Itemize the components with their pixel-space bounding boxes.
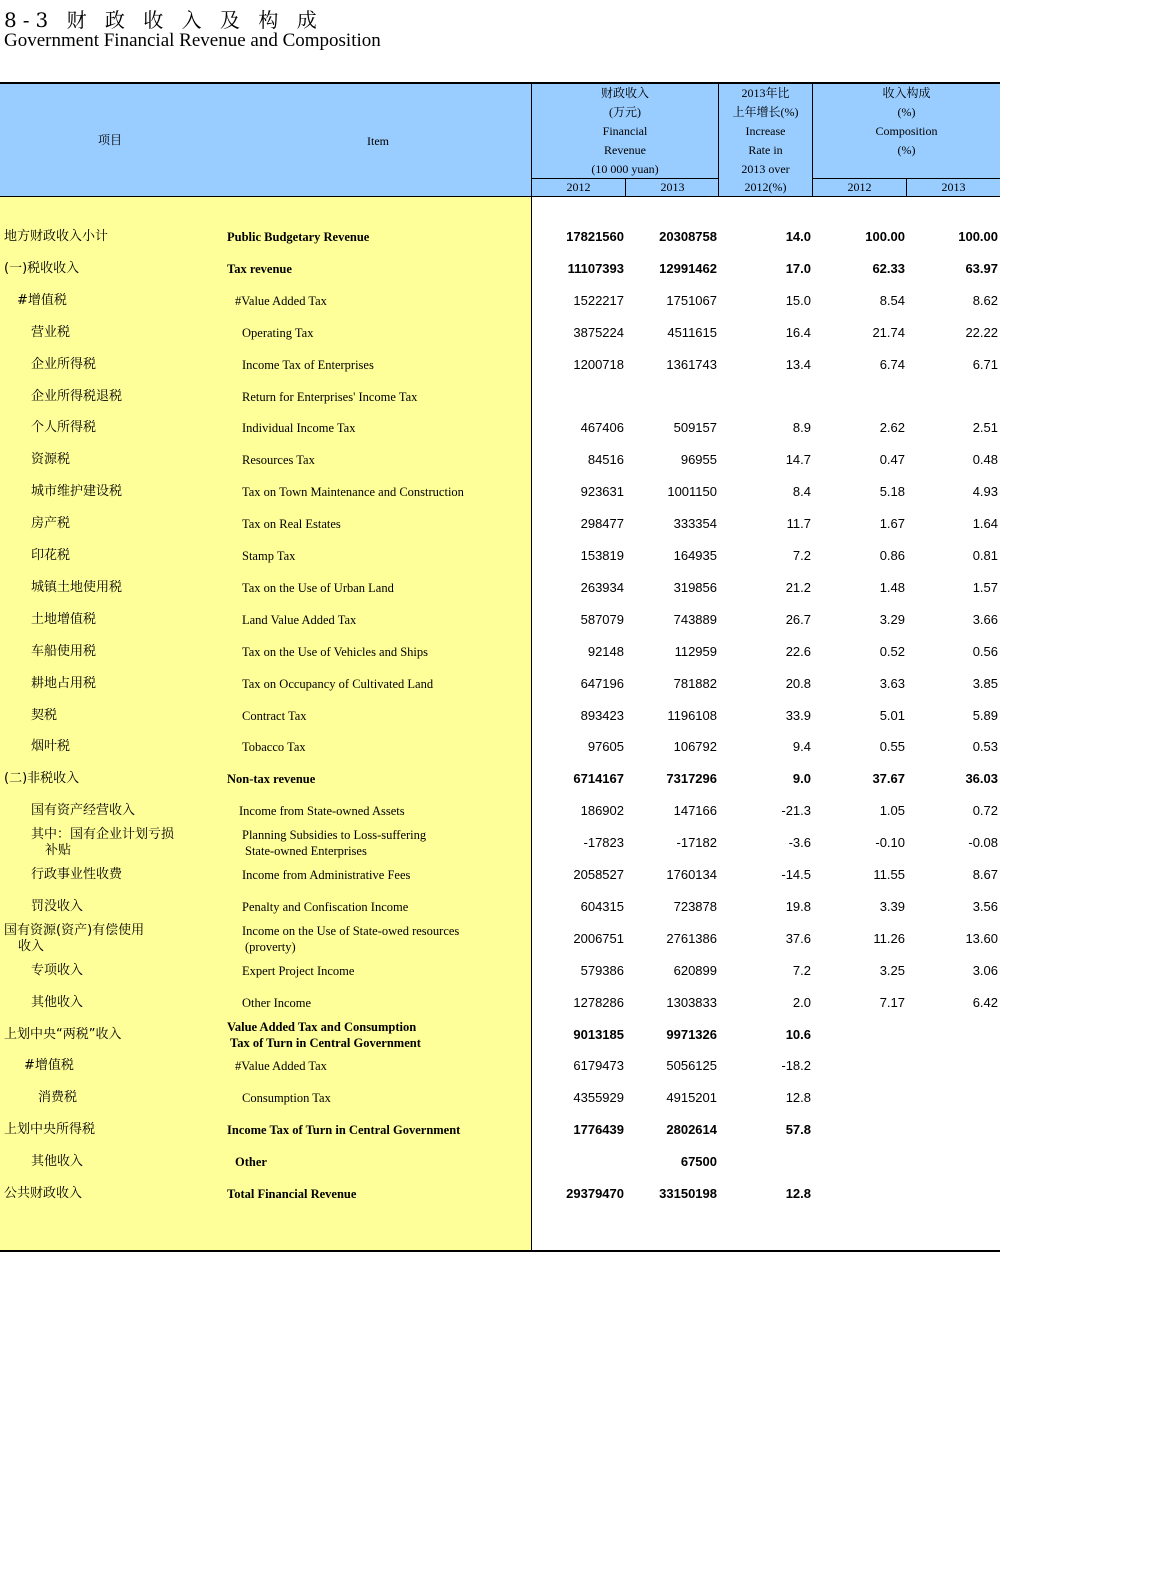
cell-c2012: -0.10	[875, 835, 905, 851]
cell-inc: -18.2	[781, 1058, 811, 1074]
cell-c2012: 21.74	[872, 324, 905, 340]
cell-v2012: 263934	[580, 579, 624, 595]
cell-v2013: 1361743	[666, 356, 717, 372]
header-composition-2013: 2013	[941, 180, 966, 194]
row-label-en: Planning Subsidies to Loss-suffering	[242, 828, 427, 843]
row-label-en-cont: State-owned Enterprises	[245, 844, 367, 859]
header-increase-line: 上年增长(%)	[732, 105, 799, 119]
row-label-cn: 行政事业性收费	[31, 867, 123, 882]
cell-inc: 19.8	[785, 898, 811, 914]
cell-c2013: 8.67	[972, 867, 998, 882]
row-label-en: Penalty and Confiscation Income	[242, 899, 409, 914]
cell-v2012: 153819	[580, 548, 624, 563]
cell-inc: 7.2	[792, 548, 811, 563]
cell-c2013: 0.48	[972, 452, 998, 468]
cell-v2013: 1196108	[667, 707, 717, 723]
cell-c2012: 3.29	[879, 611, 905, 627]
cell-c2012: 11.26	[873, 930, 905, 946]
row-label-en: Total Financial Revenue	[227, 1187, 357, 1201]
cell-inc: 33.9	[785, 707, 811, 723]
cell-v2013: 164935	[673, 548, 717, 563]
cell-v2012: 1200718	[573, 356, 624, 372]
cell-inc: -3.6	[788, 835, 811, 851]
row-label-en: Value Added Tax and Consumption	[227, 1019, 417, 1034]
cell-c2013: 0.53	[972, 739, 998, 755]
row-label-cn: 公共财政收入	[4, 1186, 83, 1201]
row-label-cn: (二)非税收入	[4, 771, 80, 787]
row-label-cn: 耕地占用税	[31, 675, 97, 691]
cell-c2012: 1.67	[879, 516, 905, 532]
cell-inc: 16.4	[785, 324, 811, 340]
cell-c2013: 4.93	[972, 484, 998, 500]
cell-c2012: 0.55	[879, 739, 905, 755]
cell-c2013: 3.66	[972, 611, 998, 627]
cell-v2013: 33150198	[659, 1186, 717, 1201]
row-label-cn: 房产税	[31, 516, 71, 532]
cell-c2012: 8.54	[879, 292, 905, 308]
cell-v2013: 5056125	[666, 1058, 717, 1074]
cell-v2012: 1522217	[573, 292, 624, 308]
cell-inc: 37.6	[785, 930, 811, 946]
cell-v2013: 723878	[673, 898, 717, 914]
row-label-en: Other	[235, 1155, 267, 1170]
cell-v2013: 12991462	[659, 260, 717, 276]
column-divider	[531, 84, 532, 1250]
cell-inc: 11.7	[786, 516, 811, 532]
cell-c2012: 7.17	[879, 994, 905, 1010]
row-label-en: Tax on Occupancy of Cultivated Land	[242, 676, 434, 691]
cell-c2012: 37.67	[872, 771, 905, 787]
row-label-en: Tax on the Use of Vehicles and Ships	[242, 644, 429, 659]
row-label-en: Consumption Tax	[242, 1091, 331, 1106]
header-composition-line: 收入构成	[882, 86, 931, 100]
cell-c2013: 3.56	[972, 898, 998, 914]
row-label-cn-cont: 收入	[18, 938, 45, 954]
cell-v2012: 92148	[587, 643, 624, 659]
header-increase-line: 2012(%)	[744, 180, 787, 194]
cell-inc: 17.0	[785, 260, 811, 276]
cell-v2012: 1776439	[573, 1122, 624, 1138]
cell-v2013: 620899	[673, 962, 717, 978]
row-label-en-cont: (proverty)	[245, 939, 296, 954]
cell-v2012: 17821560	[566, 229, 624, 244]
row-label-en: Income from Administrative Fees	[242, 868, 411, 882]
row-label-en: #Value Added Tax	[235, 293, 327, 308]
cell-c2013: 63.97	[965, 260, 998, 276]
cell-v2012: 97605	[587, 739, 624, 755]
cell-v2012: 6714167	[573, 771, 624, 787]
cell-v2013: -17182	[676, 835, 717, 851]
cell-v2013: 147166	[673, 803, 717, 819]
page-title-cn: 8-3 财 政 收 入 及 构 成	[4, 8, 323, 32]
cell-v2012: 9013185	[573, 1026, 624, 1042]
cell-c2012: 6.74	[879, 356, 905, 372]
cell-c2013: 0.56	[972, 643, 998, 659]
cell-c2013: 3.06	[972, 962, 998, 978]
cell-inc: 21.2	[785, 579, 811, 595]
cell-v2013: 4511615	[667, 324, 717, 340]
cell-v2012: 6179473	[573, 1058, 624, 1074]
header-increase-line: Rate in	[748, 143, 783, 157]
row-label-cn: (一)税收收入	[4, 260, 80, 276]
cell-c2013: 5.89	[972, 707, 998, 723]
cell-inc: 10.6	[785, 1026, 811, 1042]
row-label-cn: 消费税	[38, 1090, 78, 1106]
row-label-cn: 烟叶税	[31, 739, 71, 755]
header-item-en: Item	[367, 134, 389, 148]
cell-c2012: 62.33	[872, 260, 905, 276]
cell-inc: 14.7	[785, 452, 811, 468]
cell-c2013: 6.71	[972, 356, 998, 372]
row-label-cn: 土地增值税	[31, 611, 97, 627]
header-revenue-line: 财政收入	[600, 86, 649, 100]
header-revenue-2012: 2012	[566, 180, 591, 194]
cell-v2013: 20308758	[659, 229, 717, 244]
cell-v2013: 319856	[673, 579, 717, 595]
cell-v2013: 4915201	[666, 1090, 717, 1106]
header-item-cn: 项目	[97, 133, 122, 147]
row-label-en: Return for Enterprises' Income Tax	[242, 389, 418, 404]
header-revenue-line: (10 000 yuan)	[591, 162, 659, 176]
row-label-en-cont: Tax of Turn in Central Government	[230, 1035, 421, 1050]
row-label-cn: #增值税	[17, 292, 67, 308]
cell-c2012: 5.18	[879, 484, 905, 500]
header-increase-line: 2013年比	[741, 86, 790, 100]
row-label-en: Expert Project Income	[242, 963, 355, 978]
header-composition-line: (%)	[897, 105, 916, 119]
header-composition-line: Composition	[875, 124, 938, 138]
cell-inc: 20.8	[785, 675, 811, 691]
cell-v2012: 1278286	[573, 994, 624, 1010]
cell-v2013: 2761386	[666, 930, 717, 946]
row-label-en: #Value Added Tax	[235, 1059, 327, 1074]
cell-v2012: 3875224	[573, 324, 624, 340]
cell-c2013: 2.51	[972, 420, 998, 436]
cell-v2013: 67500	[680, 1154, 717, 1170]
cell-c2013: 36.03	[965, 771, 998, 787]
cell-c2012: 3.25	[879, 962, 905, 978]
header-increase-line: 2013 over	[741, 162, 790, 176]
row-label-en: Contract Tax	[242, 708, 307, 723]
cell-c2012: 3.39	[879, 898, 905, 914]
cell-c2012: 1.48	[879, 579, 905, 595]
row-label-cn: 契税	[31, 707, 58, 723]
row-label-cn: 其他收入	[31, 1154, 84, 1170]
row-label-cn: 城镇土地使用税	[31, 579, 123, 595]
header-divider	[625, 178, 626, 196]
cell-v2012: 298477	[580, 516, 624, 532]
cell-c2013: 22.22	[965, 324, 998, 340]
row-label-cn-cont: 补贴	[45, 843, 72, 859]
header-composition-line: (%)	[897, 143, 916, 157]
cell-c2013: -0.08	[968, 835, 998, 851]
cell-c2012: 1.05	[879, 803, 905, 819]
row-label-cn: 城市维护建设税	[31, 484, 123, 500]
cell-v2012: 647196	[580, 675, 624, 691]
cell-v2013: 1751067	[666, 292, 717, 308]
row-label-en: Non-tax revenue	[227, 772, 316, 787]
header-revenue-line: Financial	[602, 124, 648, 138]
cell-v2013: 96955	[680, 452, 717, 468]
cell-inc: 7.2	[792, 962, 811, 978]
row-label-cn: 地方财政收入小计	[4, 229, 109, 244]
cell-v2013: 106792	[673, 739, 717, 755]
cell-inc: 26.7	[785, 611, 811, 627]
header-divider	[812, 84, 813, 196]
cell-c2012: 2.62	[879, 420, 905, 436]
header-divider	[906, 178, 907, 196]
row-label-en: Stamp Tax	[242, 549, 296, 563]
cell-v2012: 604315	[580, 898, 624, 914]
row-label-en: Public Budgetary Revenue	[227, 230, 370, 244]
row-label-cn: 罚没收入	[31, 898, 84, 914]
row-label-cn: 国有资源(资产)有偿使用	[4, 922, 145, 938]
cell-v2012: 84516	[587, 452, 624, 468]
cell-v2013: 9971326	[666, 1026, 717, 1042]
cell-c2013: 1.64	[972, 516, 998, 532]
cell-v2013: 781882	[673, 675, 717, 691]
header-divider	[718, 84, 719, 196]
row-label-en: Tax revenue	[227, 261, 292, 276]
cell-v2013: 7317296	[666, 771, 717, 787]
cell-v2012: 2006751	[573, 930, 624, 946]
cell-c2013: 0.72	[972, 803, 998, 819]
cell-v2012: -17823	[583, 835, 624, 851]
cell-c2013: 100.00	[958, 229, 998, 244]
cell-v2012: 11107393	[567, 260, 624, 276]
row-label-en: Tobacco Tax	[242, 740, 306, 755]
cell-v2012: 2058527	[573, 867, 624, 882]
cell-c2012: 3.63	[879, 675, 905, 691]
row-label-cn: 上划中央所得税	[4, 1122, 96, 1138]
row-label-en: Resources Tax	[242, 453, 315, 468]
header-increase-line: Increase	[745, 124, 786, 138]
cell-v2013: 509157	[673, 420, 717, 436]
row-label-en: Individual Income Tax	[242, 421, 356, 436]
header-composition-2012: 2012	[847, 180, 872, 194]
cell-v2013: 112959	[674, 643, 717, 659]
table-header	[0, 84, 1000, 197]
cell-inc: 2.0	[792, 994, 811, 1010]
row-label-en: Land Value Added Tax	[242, 612, 357, 627]
header-revenue-line: (万元)	[609, 105, 641, 119]
row-label-cn: 企业所得税退税	[31, 388, 123, 404]
row-label-en: Tax on Real Estates	[242, 517, 341, 532]
cell-v2013: 2802614	[666, 1122, 717, 1138]
cell-inc: -14.5	[781, 867, 811, 882]
cell-v2013: 1303833	[666, 994, 717, 1010]
cell-v2012: 29379470	[566, 1186, 624, 1201]
cell-inc: 22.6	[785, 643, 811, 659]
row-label-en: Operating Tax	[242, 325, 314, 340]
cell-inc: 9.0	[792, 771, 811, 787]
row-label-en: Income on the Use of State-owed resources	[242, 923, 460, 938]
cell-v2013: 333354	[673, 516, 717, 532]
cell-inc: -21.3	[781, 803, 811, 819]
cell-inc: 8.9	[792, 420, 811, 436]
cell-c2012: 0.52	[879, 643, 905, 659]
cell-inc: 13.4	[785, 356, 811, 372]
row-label-cn: 个人所得税	[31, 420, 97, 436]
row-label-en: Income Tax of Turn in Central Government	[227, 1123, 461, 1138]
cell-inc: 14.0	[785, 229, 811, 244]
row-label-en: Other Income	[242, 995, 312, 1010]
cell-v2012: 467406	[580, 420, 624, 436]
row-label-cn: 企业所得税	[31, 356, 97, 372]
cell-inc: 12.8	[785, 1186, 811, 1201]
row-label-cn: 国有资产经营收入	[31, 803, 136, 819]
cell-v2013: 743889	[673, 611, 717, 627]
row-label-cn: 车船使用税	[31, 643, 97, 659]
cell-c2013: 1.57	[972, 579, 998, 595]
cell-c2012: 100.00	[865, 229, 905, 244]
cell-v2012: 893423	[580, 707, 624, 723]
row-label-cn: 资源税	[31, 452, 71, 468]
row-label-cn: 其他收入	[31, 994, 84, 1010]
cell-c2013: 13.60	[965, 930, 998, 946]
row-label-cn: 上划中央“两税”收入	[4, 1026, 122, 1042]
cell-v2012: 587079	[580, 611, 624, 627]
header-revenue-line: Revenue	[604, 143, 646, 157]
row-label-cn: 印花税	[31, 548, 71, 563]
page-title-en: Government Financial Revenue and Composition	[4, 30, 381, 51]
cell-c2012: 0.47	[879, 452, 905, 468]
cell-v2012: 4355929	[573, 1090, 624, 1106]
row-label-cn: 专项收入	[31, 962, 84, 978]
row-label-en: Tax on Town Maintenance and Construction	[242, 485, 464, 500]
cell-c2012: 0.86	[879, 548, 905, 563]
header-revenue-2013: 2013	[660, 180, 685, 194]
cell-v2012: 923631	[580, 484, 624, 500]
cell-v2013: 1001150	[667, 484, 717, 500]
cell-c2013: 8.62	[972, 292, 998, 308]
row-label-cn: 其中：国有企业计划亏损	[31, 827, 175, 843]
cell-inc: 8.4	[792, 484, 811, 500]
row-label-cn: 营业税	[31, 324, 71, 340]
cell-v2012: 579386	[580, 962, 624, 978]
cell-inc: 12.8	[785, 1090, 811, 1106]
row-label-cn: #增值税	[24, 1058, 74, 1074]
cell-c2013: 0.81	[972, 548, 998, 563]
row-label-en: Income Tax of Enterprises	[242, 357, 374, 372]
cell-inc: 57.8	[785, 1122, 811, 1138]
cell-c2013: 6.42	[972, 994, 998, 1010]
cell-v2013: 1760134	[666, 867, 717, 882]
row-label-en: Tax on the Use of Urban Land	[242, 580, 394, 595]
row-label-en: Income from State-owned Assets	[239, 804, 405, 819]
cell-inc: 9.4	[792, 739, 811, 755]
cell-c2012: 11.55	[873, 867, 905, 882]
cell-inc: 15.0	[785, 292, 811, 308]
revenue-table	[0, 82, 1000, 1252]
cell-c2012: 5.01	[879, 707, 905, 723]
cell-c2013: 3.85	[972, 675, 998, 691]
cell-v2012: 186902	[580, 803, 624, 819]
